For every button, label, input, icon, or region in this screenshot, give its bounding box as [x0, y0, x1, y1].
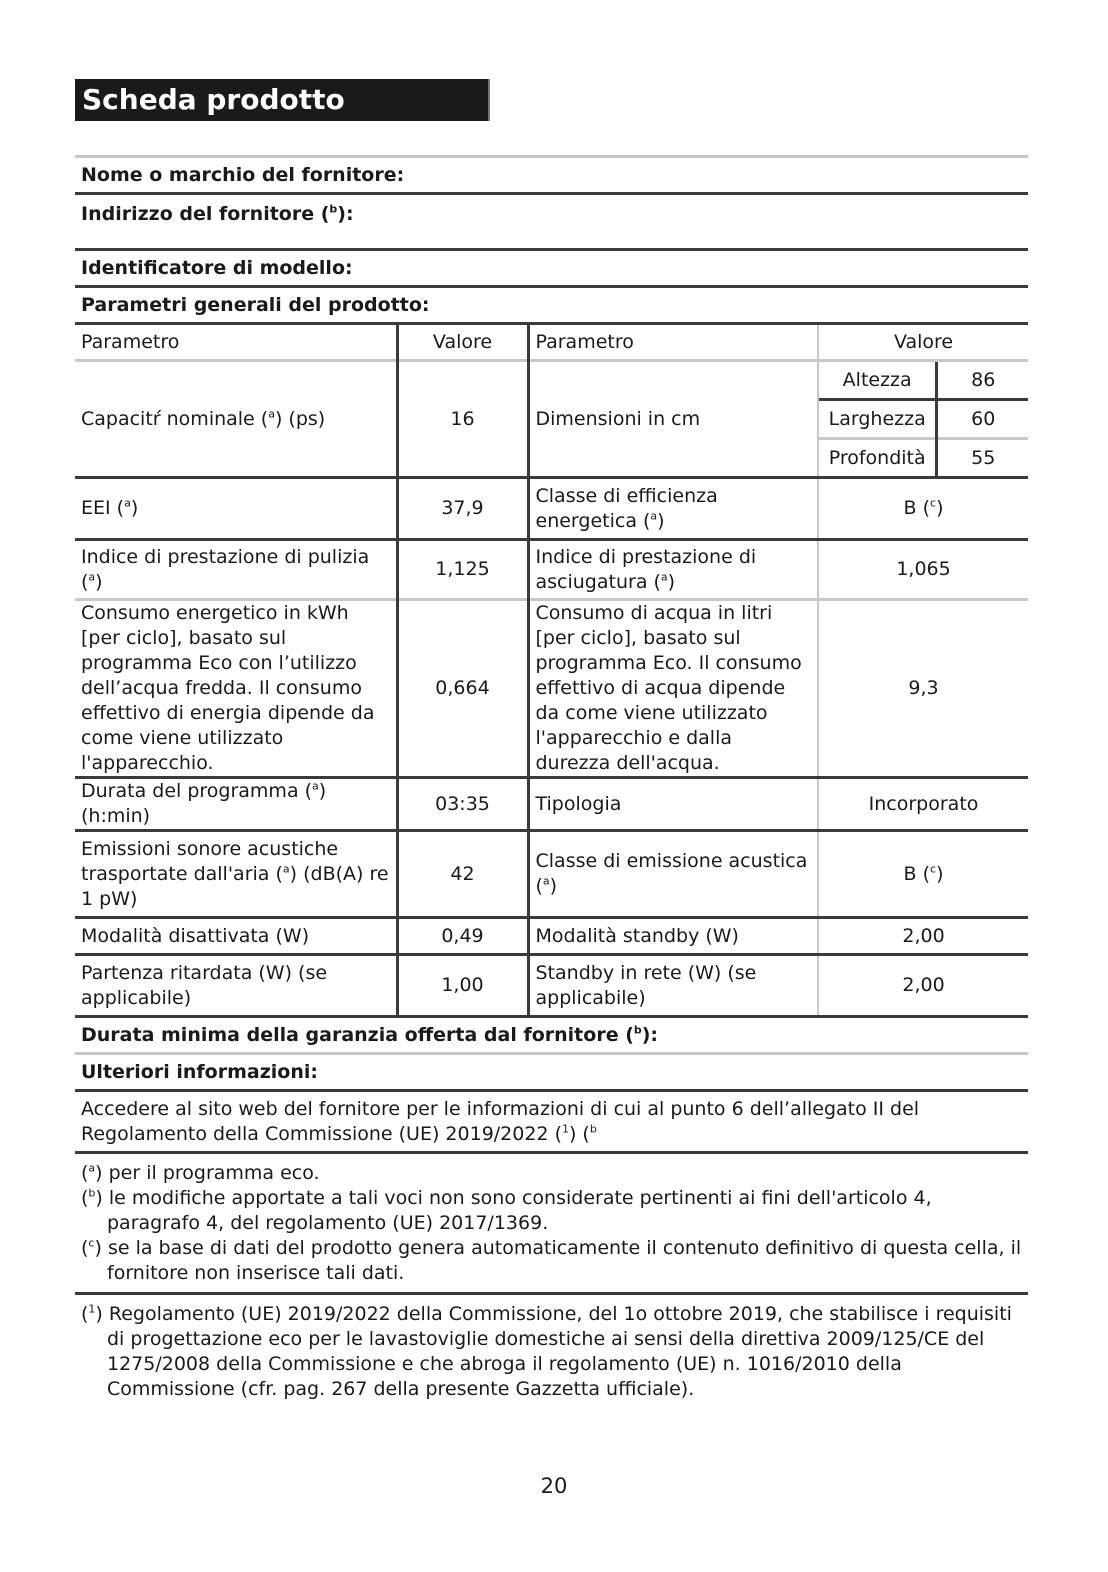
dim-height-value: 86	[971, 368, 996, 391]
water-consumption-value: 9,3	[908, 677, 939, 699]
standby-label: Modalità standby (W)	[528, 918, 818, 955]
water-consumption-label: Consumo di acqua in litri [per ciclo], basato sul programma Eco. Il consumo effettivo di acqua dipende da come viene utilizzato l'apparecchio e dalla durezza dell'acqua.	[528, 600, 818, 778]
warranty-label: Durata minima della garanzia offerta dal fornitore ($^b$):	[81, 1023, 659, 1046]
network-standby-value: 2,00	[902, 974, 945, 996]
table-row	[75, 955, 1028, 1017]
footnote-block	[75, 1294, 1028, 1403]
eei-label: EEI ($^a$)	[75, 478, 397, 540]
dim-width-label: Larghezza	[819, 400, 937, 439]
type-value: Incorporato	[868, 792, 979, 815]
table-row	[75, 361, 1028, 478]
header-row	[75, 324, 1028, 361]
note-b: ($^b$) le modifiche apportate a tali voci non sono considerate pertinenti ai fini dell'articolo 4, paragrafo 4, del regolamento (UE) 2017/1369.	[81, 1186, 932, 1234]
dim-depth-label: Profondità	[819, 439, 937, 477]
dimensions-label: Dimensioni in cm	[528, 361, 818, 478]
eei-value: 37,9	[397, 478, 528, 540]
general-params-label: Parametri generali del prodotto:	[81, 293, 430, 316]
table-row	[75, 540, 1028, 600]
energy-consumption-value: 0,664	[397, 600, 528, 778]
header-value-1: Valore	[397, 324, 528, 361]
page-number: 20	[540, 1474, 568, 1498]
off-mode-label: Modalità disattivata (W)	[75, 918, 397, 955]
cleaning-label: Indice di prestazione di pulizia ($^a$)	[75, 540, 397, 600]
capacity-value: 16	[397, 361, 528, 478]
dim-depth-value: 55	[971, 446, 996, 469]
dim-height-label: Altezza	[819, 362, 937, 400]
supplier-address-label: Indirizzo del fornitore ($^b$):	[81, 202, 354, 225]
additional-info-label: Ulteriori informazioni:	[81, 1060, 318, 1083]
notes-block	[75, 1153, 1028, 1294]
standby-value: 2,00	[902, 924, 945, 947]
header-param-1: Parametro	[75, 324, 397, 361]
header-value-2: Valore	[893, 330, 954, 353]
noise-class-label: Classe di emissione acustica ($^a$)	[528, 831, 818, 918]
duration-value: 03:35	[397, 778, 528, 831]
supplier-name-label: Nome o marchio del fornitore:	[81, 163, 405, 186]
table-row	[75, 831, 1028, 918]
table-row	[75, 778, 1028, 831]
energy-consumption-label: Consumo energetico in kWh [per ciclo], basato sul programma Eco con l’utilizzo dell’acqua fredda. Il consumo effettivo di energia dipende da come viene utilizzato l'apparecchio.	[75, 600, 397, 778]
title-bar	[75, 79, 490, 121]
page-title: Scheda prodotto	[82, 83, 345, 116]
product-table	[75, 155, 1028, 1402]
delay-start-label: Partenza ritardata (W) (se applicabile)	[75, 955, 397, 1017]
drying-value: 1,065	[896, 558, 951, 580]
noise-class-value: B ($^c$)	[903, 862, 944, 885]
product-sheet	[75, 155, 1028, 1402]
energy-class-label: Classe di efficienza energetica ($^a$)	[528, 478, 818, 540]
dim-width-value: 60	[971, 407, 996, 430]
table-row	[75, 478, 1028, 540]
duration-label: Durata del programma ($^a$) (h:min)	[75, 778, 397, 831]
energy-class-value: B ($^c$)	[903, 496, 944, 519]
cleaning-value: 1,125	[397, 540, 528, 600]
additional-info-text: Accedere al sito web del fornitore per le informazioni di cui al punto 6 dell’allegato II del Regolamento della Commissione (UE) 2019/2022 ($^1$) ($^b$	[81, 1097, 920, 1145]
noise-label: Emissioni sonore acustiche trasportate dall'aria ($^a$) (dB(A) re 1 pW)	[75, 831, 397, 918]
drying-label: Indice di prestazione di asciugatura ($^a$)	[528, 540, 818, 600]
noise-value: 42	[397, 831, 528, 918]
note-a: ($^a$) per il programma eco.	[81, 1161, 320, 1184]
note-c: ($^c$) se la base di dati del prodotto genera automaticamente il contenuto definitivo di questa cella, il fornitore non inserisce tali dati.	[81, 1236, 1022, 1284]
network-standby-label: Standby in rete (W) (se applicabile)	[528, 955, 818, 1017]
delay-start-value: 1,00	[397, 955, 528, 1017]
header-param-2: Parametro	[528, 324, 818, 361]
model-identifier-label: Identificatore di modello:	[81, 256, 353, 279]
capacity-label: Capacitŕ nominale ($^a$) (ps)	[75, 361, 397, 478]
table-row	[75, 918, 1028, 955]
off-mode-value: 0,49	[397, 918, 528, 955]
type-label: Tipologia	[528, 778, 818, 831]
table-row	[75, 600, 1028, 778]
footnote-1: ($^1$) Regolamento (UE) 2019/2022 della Commissione, del 1o ottobre 2019, che stabilisce i requisiti di progettazione eco per le lavastoviglie domestiche ai sensi della direttiva 2009/125/CE del 1275/2008 della Commissione e che abroga il regolamento (UE) n. 1016/2010 della Commissione (cfr. pag. 267 della presente Gazzetta ufficiale).	[81, 1302, 1012, 1400]
dimensions-table	[819, 362, 1028, 476]
